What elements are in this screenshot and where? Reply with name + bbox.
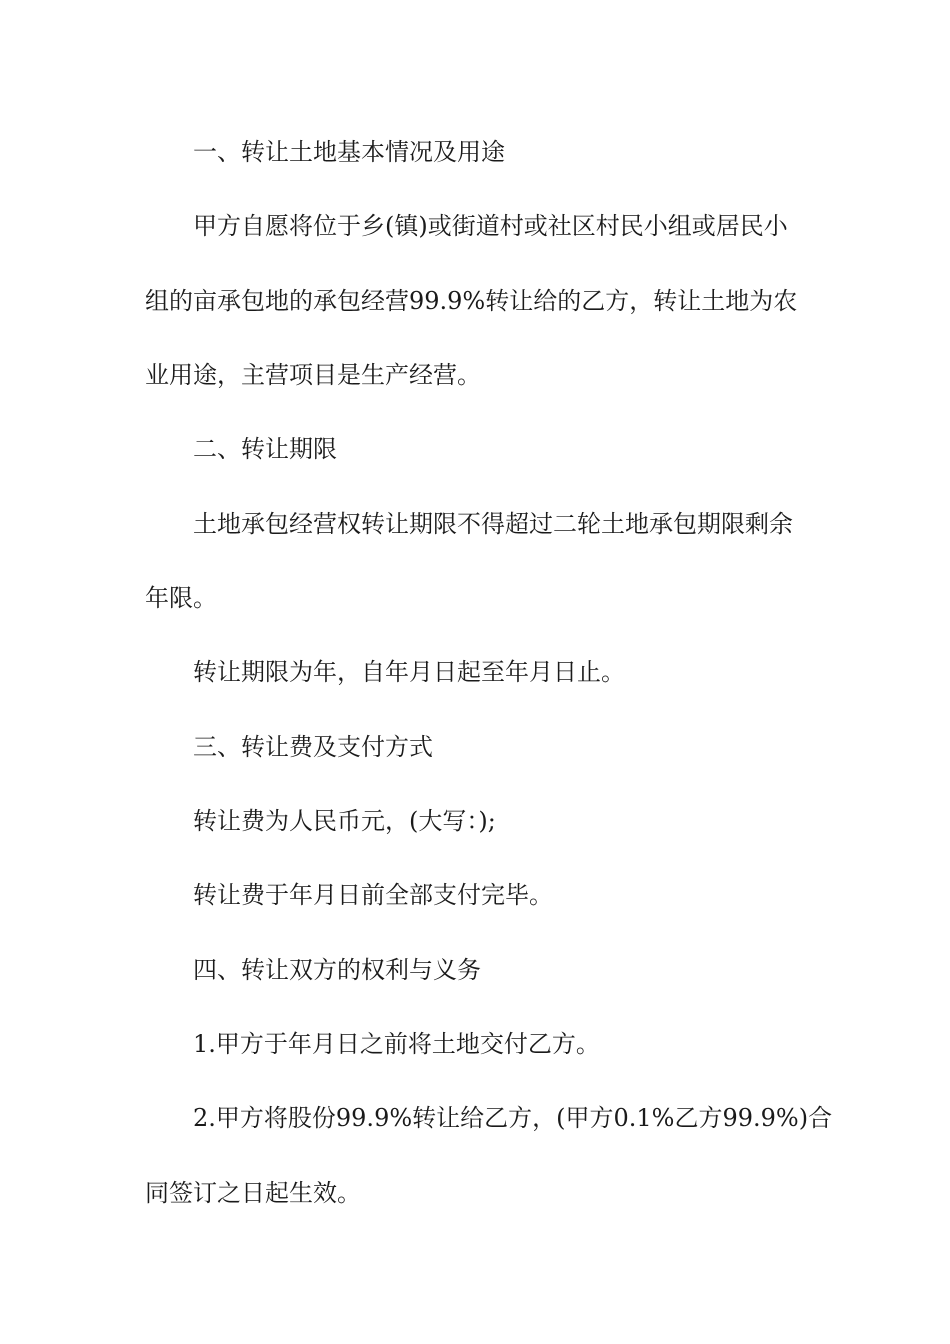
paragraph-line: 土地承包经营权转让期限不得超过二轮土地承包期限剩余 <box>193 510 793 538</box>
paragraph-line: 转让期限为年，自年月日起至年月日止。 <box>193 658 625 686</box>
section-heading-1: 一、转让土地基本情况及用途 <box>193 138 505 166</box>
section-heading-2: 二、转让期限 <box>193 435 337 463</box>
list-item: 2.甲方将股份99.9%转让给乙方，(甲方0.1%乙方99.9%)合 <box>193 1104 833 1132</box>
paragraph-line: 同签订之日起生效。 <box>145 1179 361 1207</box>
paragraph-line: 甲方自愿将位于乡(镇)或街道村或社区村民小组或居民小 <box>193 212 788 240</box>
section-heading-3: 三、转让费及支付方式 <box>193 733 433 761</box>
paragraph-line: 转让费于年月日前全部支付完毕。 <box>193 881 553 909</box>
paragraph-line: 组的亩承包地的承包经营99.9%转让给的乙方，转让土地为农 <box>145 287 798 315</box>
paragraph-line: 业用途，主营项目是生产经营。 <box>145 361 481 389</box>
section-heading-4: 四、转让双方的权利与义务 <box>193 956 481 984</box>
paragraph-line: 年限。 <box>145 584 217 612</box>
paragraph-line: 转让费为人民币元，(大写：); <box>193 807 496 835</box>
list-item: 1.甲方于年月日之前将土地交付乙方。 <box>193 1030 600 1058</box>
